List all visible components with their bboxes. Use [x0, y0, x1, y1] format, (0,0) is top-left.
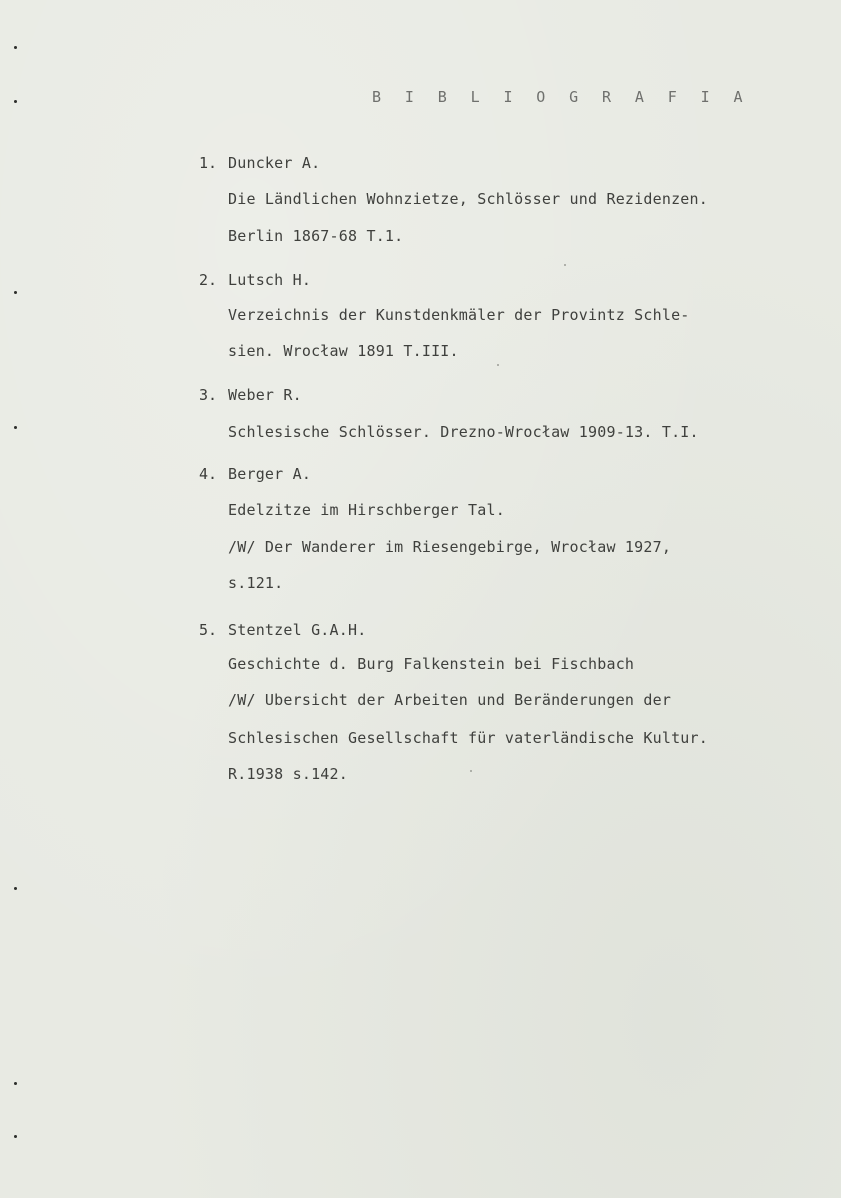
entry-number: 4.	[199, 465, 218, 483]
entry-author: Stentzel G.A.H.	[228, 621, 367, 639]
punch-hole-mark	[14, 887, 17, 890]
entry-line: Schlesischen Gesellschaft für vaterländische Kultur.	[228, 729, 708, 747]
punch-hole-mark	[14, 46, 17, 49]
paper-speck	[497, 364, 499, 366]
entry-line: Edelzitze im Hirschberger Tal.	[228, 501, 505, 519]
entry-number: 5.	[199, 621, 218, 639]
entry-author: Duncker A.	[228, 154, 321, 172]
entry-line: /W/ Ubersicht der Arbeiten und Beränderungen der	[228, 691, 672, 709]
punch-hole-mark	[14, 291, 17, 294]
entry-line: Verzeichnis der Kunstdenkmäler der Provintz Schle-	[228, 306, 690, 324]
entry-line: sien. Wrocław 1891 T.III.	[228, 342, 459, 360]
page-title: B I B L I O G R A F I A	[372, 88, 750, 106]
entry-author: Weber R.	[228, 386, 302, 404]
entry-line: Berlin 1867-68 T.1.	[228, 227, 404, 245]
entry-line: /W/ Der Wanderer im Riesengebirge, Wrocław 1927,	[228, 538, 672, 556]
entry-author: Berger A.	[228, 465, 312, 483]
entry-line: Schlesische Schlösser. Drezno-Wrocław 1909-13. T.I.	[228, 423, 699, 441]
entry-number: 1.	[199, 154, 218, 172]
entry-line: Die Ländlichen Wohnzietze, Schlösser und Rezidenzen.	[228, 190, 708, 208]
paper-speck	[564, 264, 566, 266]
punch-hole-mark	[14, 100, 17, 103]
entry-line: Geschichte d. Burg Falkenstein bei Fischbach	[228, 655, 635, 673]
entry-author: Lutsch H.	[228, 271, 312, 289]
entry-line: s.121.	[228, 574, 284, 592]
punch-hole-mark	[14, 426, 17, 429]
entry-number: 3.	[199, 386, 218, 404]
entry-line: R.1938 s.142.	[228, 765, 348, 783]
paper-speck	[470, 770, 472, 772]
entry-number: 2.	[199, 271, 218, 289]
punch-hole-mark	[14, 1082, 17, 1085]
punch-hole-mark	[14, 1135, 17, 1138]
